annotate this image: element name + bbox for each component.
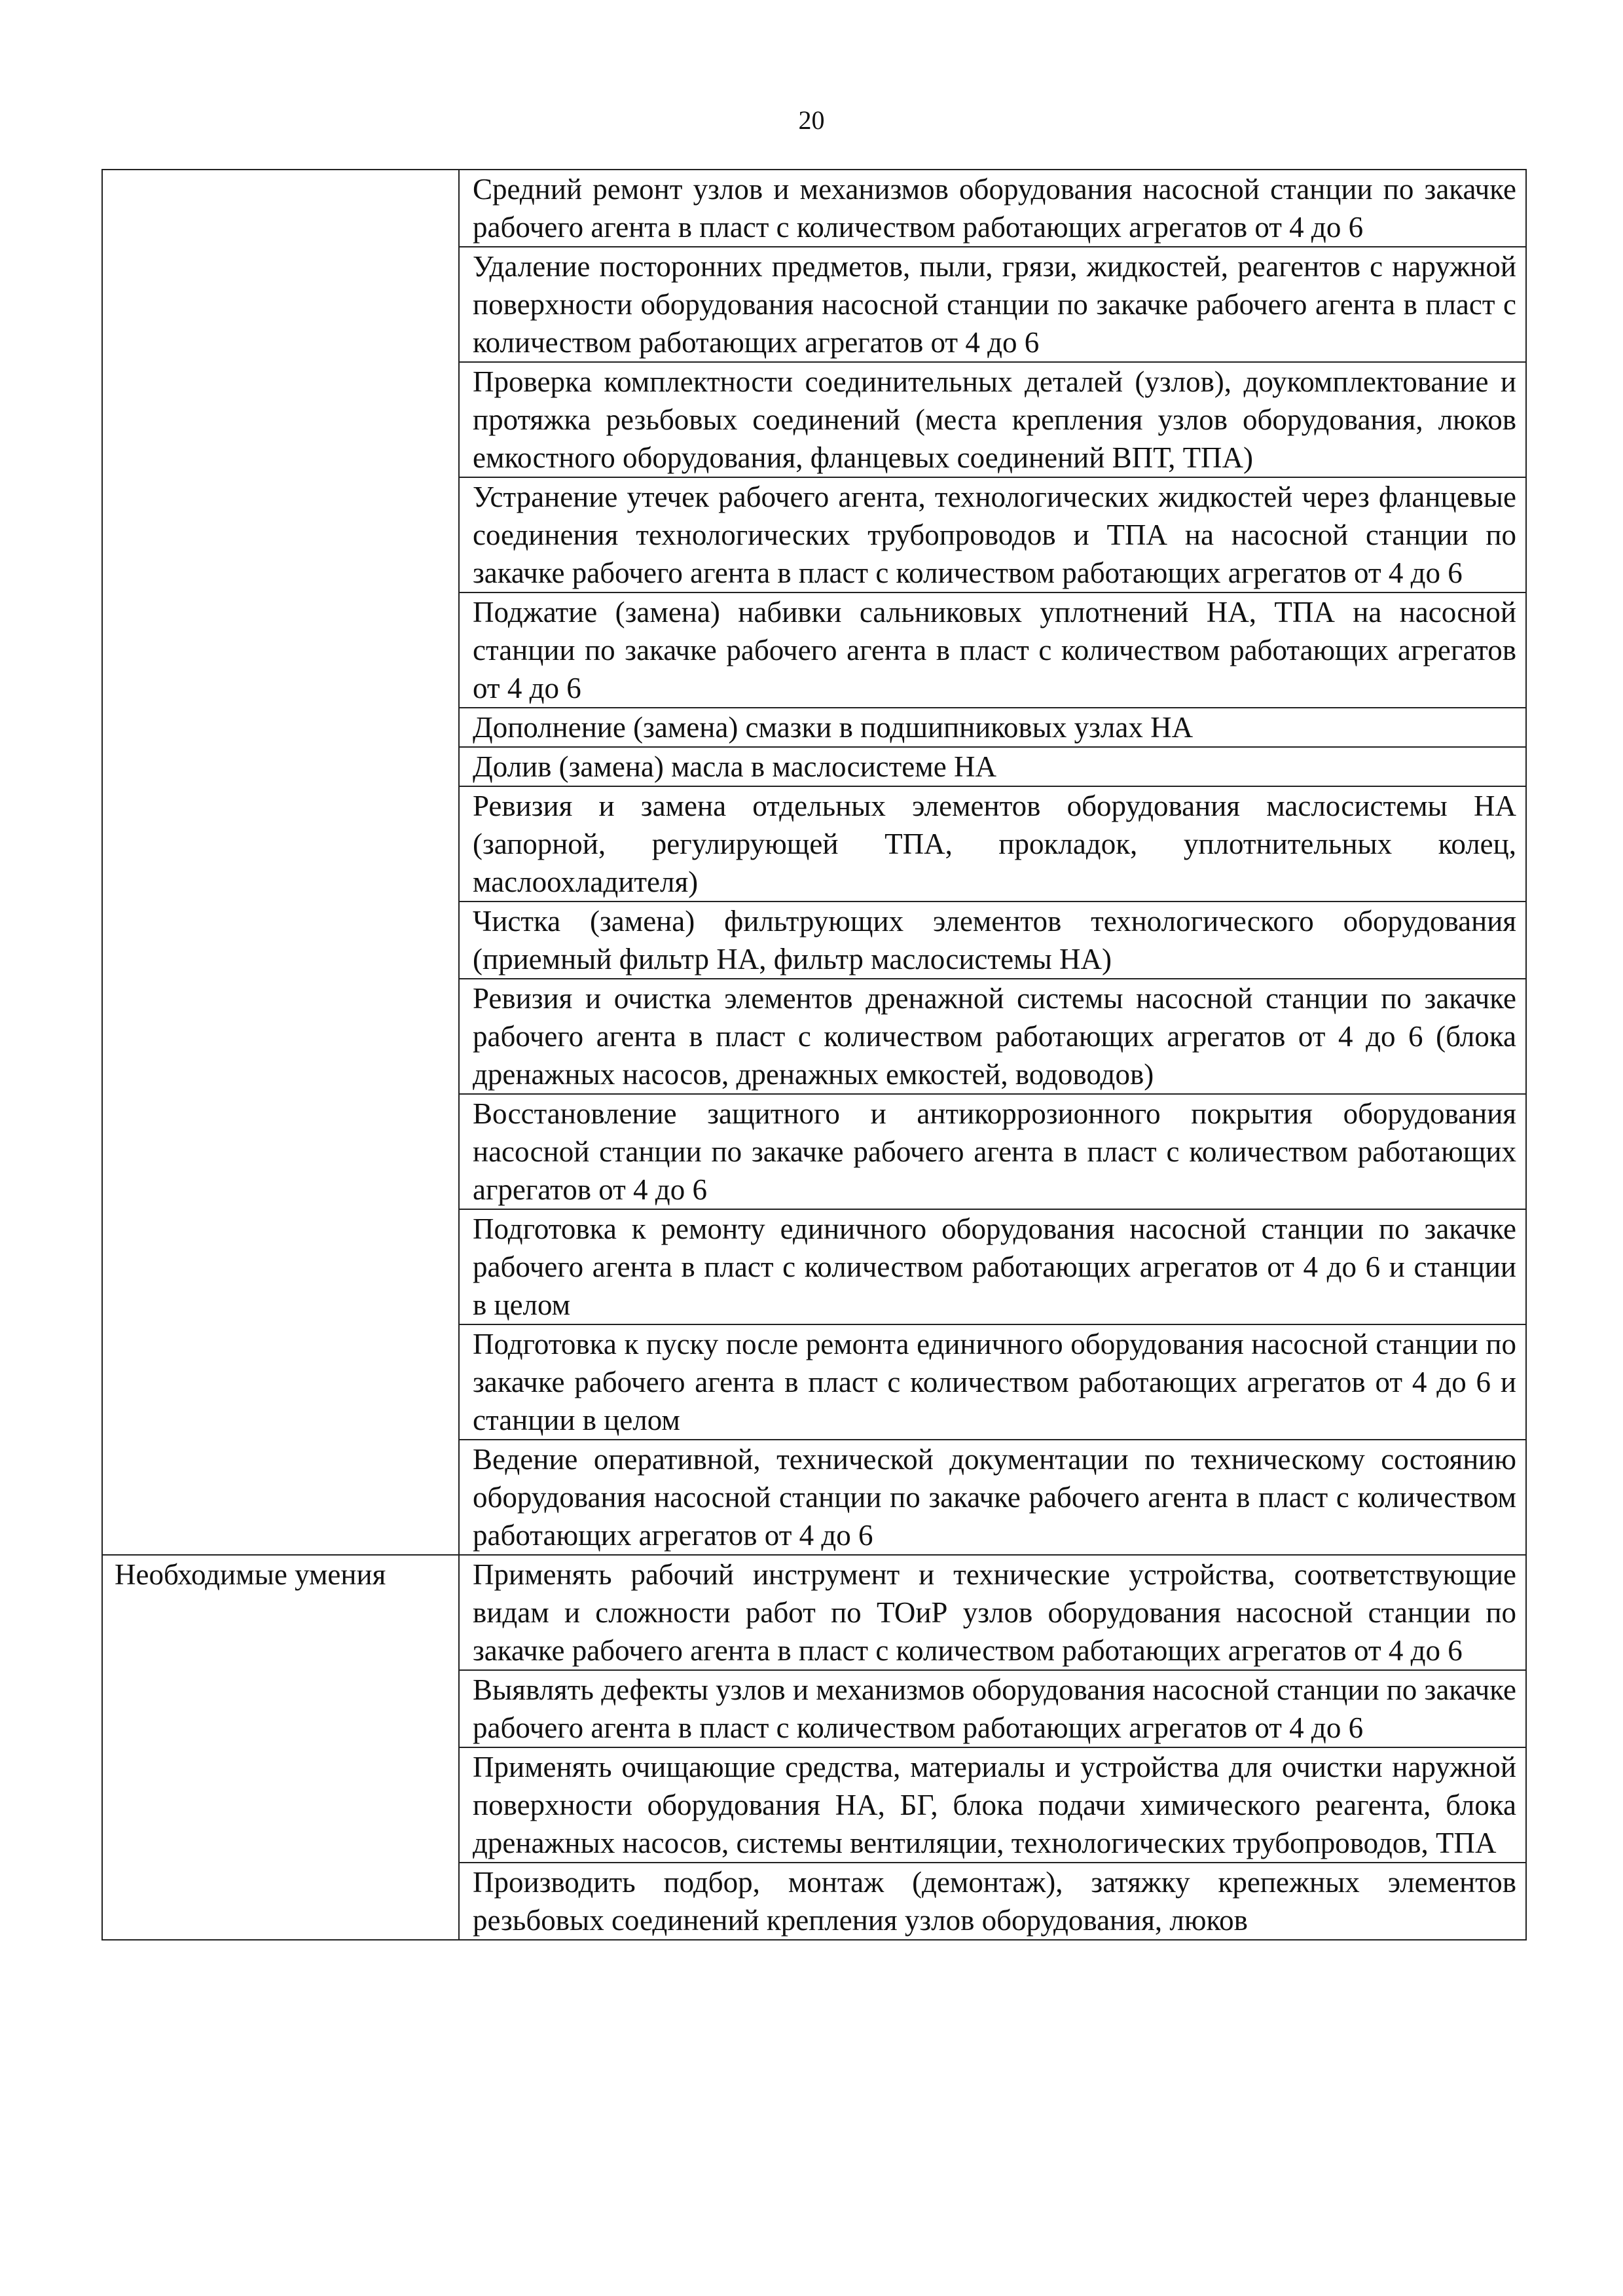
label-cell-skills: Необходимые умения <box>102 1555 459 1940</box>
table-cell: Применять очищающие средства, материалы и устройства для очистки наружной поверхности оборудования НА, БГ, блока подачи химического реагента, блока дренажных насосов, системы вентиляции, технологических трубопроводов, ТПА <box>459 1747 1526 1863</box>
table-row <box>102 1555 1526 1670</box>
table-cell: Ревизия и замена отдельных элементов оборудования маслосистемы НА (запорной, регулирующей ТПА, прокладок, уплотнительных колец, маслоохладителя) <box>459 786 1526 902</box>
table-cell: Средний ремонт узлов и механизмов оборудования насосной станции по закачке рабочего агента в пласт с количеством работающих агрегатов от 4 до 6 <box>459 170 1526 247</box>
label-cell-continued <box>102 170 459 1555</box>
table-cell: Удаление посторонних предметов, пыли, грязи, жидкостей, реагентов с наружной поверхности оборудования насосной станции по закачке рабочего агента в пласт с количеством работающих агрегатов от 4 до 6 <box>459 247 1526 362</box>
table-cell: Проверка комплектности соединительных деталей (узлов), доукомплектование и протяжка резьбовых соединений (места крепления узлов оборудования, люков емкостного оборудования, фланцевых соединений ВПТ, ТПА) <box>459 362 1526 477</box>
table-cell: Ведение оперативной, технической документации по техническому состоянию оборудования насосной станции по закачке рабочего агента в пласт с количеством работающих агрегатов от 4 до 6 <box>459 1440 1526 1555</box>
table-cell: Восстановление защитного и антикоррозионного покрытия оборудования насосной станции по закачке рабочего агента в пласт с количеством работающих агрегатов от 4 до 6 <box>459 1094 1526 1209</box>
table-cell: Подготовка к ремонту единичного оборудования насосной станции по закачке рабочего агента в пласт с количеством работающих агрегатов от 4 до 6 и станции в целом <box>459 1209 1526 1324</box>
table-cell: Производить подбор, монтаж (демонтаж), затяжку крепежных элементов резьбовых соединений крепления узлов оборудования, люков <box>459 1863 1526 1940</box>
table-cell: Долив (замена) масла в маслосистеме НА <box>459 747 1526 786</box>
table-cell: Поджатие (замена) набивки сальниковых уплотнений НА, ТПА на насосной станции по закачке рабочего агента в пласт с количеством работающих агрегатов от 4 до 6 <box>459 592 1526 708</box>
table-cell: Выявлять дефекты узлов и механизмов оборудования насосной станции по закачке рабочего агента в пласт с количеством работающих агрегатов от 4 до 6 <box>459 1670 1526 1747</box>
page-number: 20 <box>798 105 825 135</box>
table-row <box>102 170 1526 247</box>
table-cell: Подготовка к пуску после ремонта единичного оборудования насосной станции по закачке рабочего агента в пласт с количеством работающих агрегатов от 4 до 6 и станции в целом <box>459 1324 1526 1440</box>
table-cell: Чистка (замена) фильтрующих элементов технологического оборудования (приемный фильтр НА, фильтр маслосистемы НА) <box>459 902 1526 979</box>
requirements-table <box>101 169 1527 1941</box>
table-cell: Дополнение (замена) смазки в подшипниковых узлах НА <box>459 708 1526 747</box>
table-cell: Устранение утечек рабочего агента, технологических жидкостей через фланцевые соединения технологических трубопроводов и ТПА на насосной станции по закачке рабочего агента в пласт с количеством работающих агрегатов от 4 до 6 <box>459 477 1526 592</box>
table-cell: Ревизия и очистка элементов дренажной системы насосной станции по закачке рабочего агента в пласт с количеством работающих агрегатов от 4 до 6 (блока дренажных насосов, дренажных емкостей, водоводов) <box>459 979 1526 1094</box>
table-cell: Применять рабочий инструмент и технические устройства, соответствующие видам и сложности работ по ТОиР узлов оборудования насосной станции по закачке рабочего агента в пласт с количеством работающих агрегатов от 4 до 6 <box>459 1555 1526 1670</box>
